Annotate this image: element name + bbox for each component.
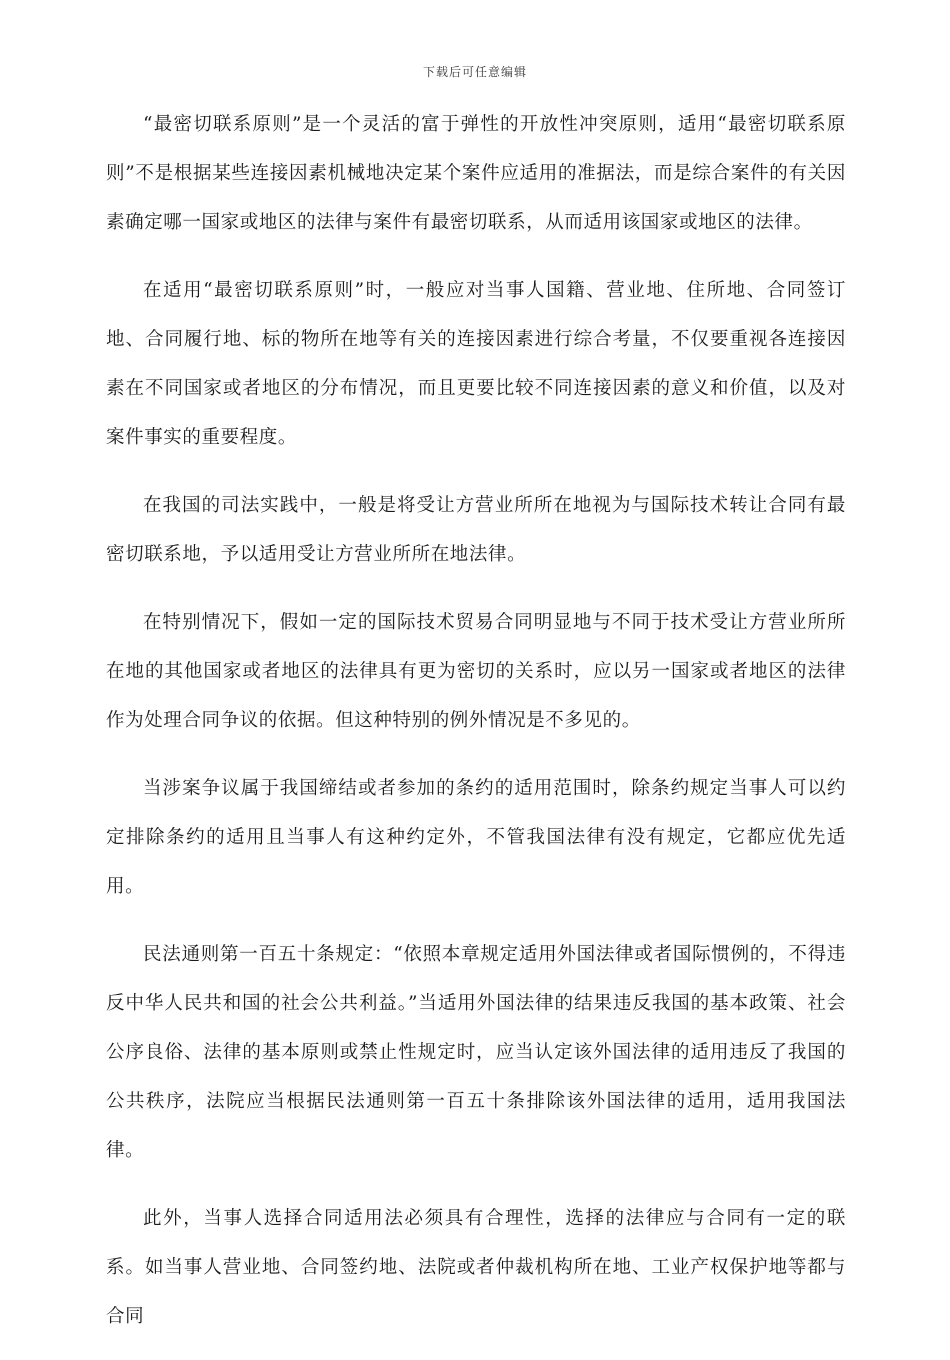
- paragraph-public-order: 民法通则第一百五十条规定：“依照本章规定适用外国法律或者国际惯例的，不得违反中华人民共和国的社会公共利益。”当适用外国法律的结果违反我国的基本政策、社会公序良俗、法律的基本原则或禁止性规定时，应当认定该外国法律的适用违反了我国的公共秩序，法院应当根据民法通则第一百五十条排除该外国法律的适用，适用我国法律。: [106, 944, 846, 1161]
- paragraph-closest-connection-principle: “最密切联系原则”是一个灵活的富于弹性的开放性冲突原则，适用“最密切联系原则”不是根据某些连接因素机械地决定某个案件应适用的准据法，而是综合案件的有关因素确定哪一国家或地区的法律与案件有最密切联系，从而适用该国家或地区的法律。: [106, 114, 846, 233]
- paragraph-judicial-practice: 在我国的司法实践中，一般是将受让方营业所所在地视为与国际技术转让合同有最密切联系地，予以适用受让方营业所所在地法律。: [106, 495, 846, 565]
- page-header: 下载后可任意编辑: [422, 65, 527, 79]
- document-body: [106, 100, 846, 1360]
- paragraph-special-circumstances: 在特别情况下，假如一定的国际技术贸易合同明显地与不同于技术受让方营业所所在地的其他国家或者地区的法律具有更为密切的关系时，应以另一国家或者地区的法律作为处理合同争议的依据。但这种特别的例外情况是不多见的。: [106, 612, 846, 731]
- paragraph-reasonableness: 此外，当事人选择合同适用法必须具有合理性，选择的法律应与合同有一定的联系。如当事人营业地、合同签约地、法院或者仲裁机构所在地、工业产权保护地等都与合同: [106, 1208, 846, 1327]
- paragraph-connecting-factors: 在适用“最密切联系原则”时，一般应对当事人国籍、营业地、住所地、合同签订地、合同履行地、标的物所在地等有关的连接因素进行综合考量，不仅要重视各连接因素在不同国家或者地区的分布情况，而且更要比较不同连接因素的意义和价值，以及对案件事实的重要程度。: [106, 280, 846, 448]
- paragraph-treaty-application: 当涉案争议属于我国缔结或者参加的条约的适用范围时，除条约规定当事人可以约定排除条约的适用且当事人有这种约定外，不管我国法律有没有规定，它都应优先适用。: [106, 778, 846, 897]
